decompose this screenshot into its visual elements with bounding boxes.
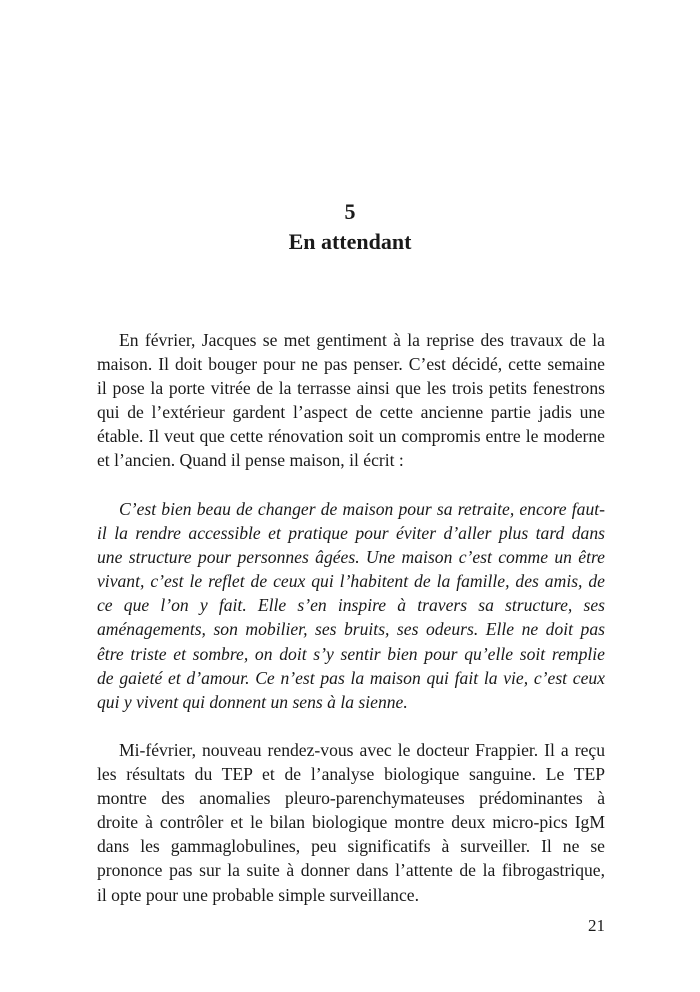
chapter-number: 5 bbox=[344, 199, 356, 224]
paragraph-line: dans les gammaglobulines, peu significatifs à surveiller. Il ne se bbox=[97, 836, 605, 857]
paragraph-line: une structure pour personnes âgées. Une maison c’est comme un être bbox=[97, 547, 605, 568]
paragraph-line: En février, Jacques se met gentiment à la reprise des travaux de la bbox=[119, 330, 605, 350]
paragraph-line: qui de l’extérieur gardent l’aspect de cette ancienne partie jadis une bbox=[97, 402, 605, 423]
paragraph-line: et l’ancien. Quand il pense maison, il écrit : bbox=[97, 450, 404, 471]
paragraph-line: il la rendre accessible et pratique pour éviter d’aller plus tard dans bbox=[97, 523, 605, 544]
page-number: 21 bbox=[588, 916, 605, 935]
paragraph-line: les résultats du TEP et de l’analyse biologique sanguine. Le TEP bbox=[97, 764, 605, 785]
paragraph-line: qui y vivent qui donnent un sens à la sienne. bbox=[97, 691, 408, 712]
paragraph-line: prononce pas sur la suite à donner dans l’attente de la fibrogastrique, bbox=[97, 860, 605, 881]
paragraph-line: étable. Il veut que cette rénovation soit un compromis entre le moderne bbox=[97, 426, 605, 447]
paragraph-line: montre des anomalies pleuro-parenchymateuses prédominantes à bbox=[97, 788, 605, 809]
chapter-title: En attendant bbox=[288, 229, 412, 254]
paragraph-line: être triste et sombre, on doit s’y sentir bien pour qu’elle soit remplie bbox=[97, 643, 605, 664]
paragraph-line: ce que l’on y fait. Elle s’en inspire à travers sa structure, ses bbox=[97, 595, 605, 616]
paragraph-1 bbox=[97, 328, 605, 473]
paragraph-line: il pose la porte vitrée de la terrasse ainsi que les trois petits fenestrons bbox=[97, 378, 605, 399]
paragraph-line: de gaieté et d’amour. Ce n’est pas la maison qui fait la vie, c’est ceux bbox=[97, 667, 605, 688]
paragraph-line: droite à contrôler et le bilan biologique montre deux micro-pics IgM bbox=[97, 812, 605, 833]
paragraph-line: C’est bien beau de changer de maison pour sa retraite, encore faut- bbox=[119, 499, 605, 519]
paragraph-line: maison. Il doit bouger pour ne pas penser. C’est décidé, cette semaine bbox=[97, 354, 605, 375]
paragraph-3 bbox=[97, 738, 605, 907]
paragraph-line: Mi-février, nouveau rendez-vous avec le docteur Frappier. Il a reçu bbox=[119, 740, 605, 760]
quoted-passage bbox=[97, 497, 605, 714]
paragraph-line: aménagements, son mobilier, ses bruits, ses odeurs. Elle ne doit pas bbox=[97, 619, 605, 640]
paragraph-line: vivant, c’est le reflet de ceux qui l’habitent de la famille, des amis, de bbox=[97, 571, 605, 592]
paragraph-line: il opte pour une probable simple surveillance. bbox=[97, 884, 419, 905]
